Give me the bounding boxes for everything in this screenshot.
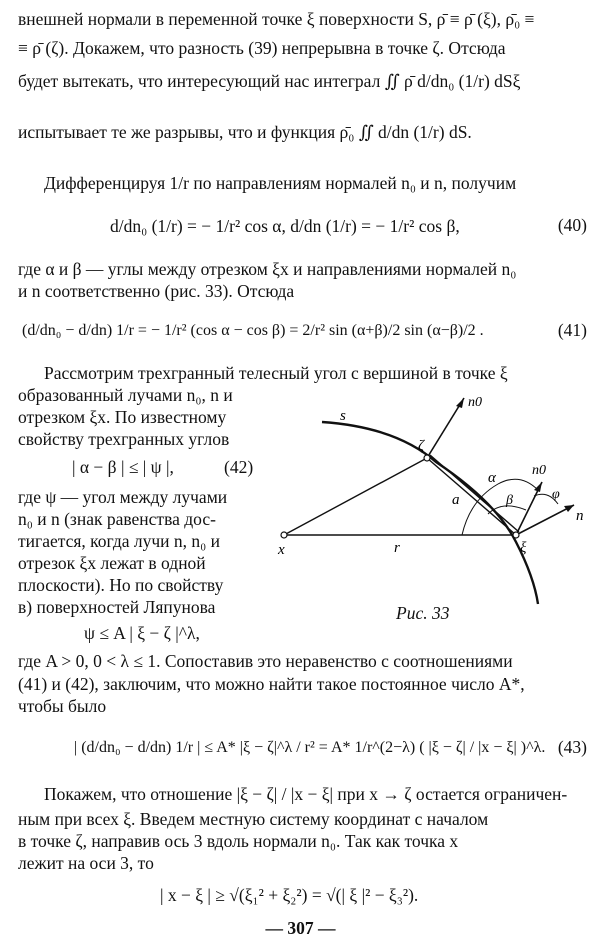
text-line: ≡ ρ̄ (ζ). Докажем, что разность (39) непрерывна в точке ζ. Отсюда: [18, 38, 506, 58]
figure-caption: Рис. 33: [396, 603, 450, 623]
label-psi: φ: [552, 487, 560, 502]
equation-number: (43): [557, 737, 587, 757]
text-line: будет вытекать, что интересующий нас интеграл ∬ ρ̄ d/dn₀ (1/r) dSξ: [18, 71, 521, 91]
text-line: внешней нормали в переменной точке ξ поверхности S, ρ̄ ≡ ρ̄ (ξ), ρ̄₀ ≡: [18, 9, 535, 29]
normal-n0-zeta: [427, 398, 464, 458]
text-line: в точке ζ, направив ось 3 вдоль нормали n₀. Так как точка x: [18, 831, 459, 851]
text-line: тигается, когда лучи n, n₀ и: [18, 531, 220, 551]
text-line: свойству трехгранных углов: [18, 429, 230, 449]
figure-diagram: [276, 392, 588, 622]
label-n0-right: n0: [532, 463, 546, 478]
page-number: — 307 —: [265, 918, 336, 938]
equation-number: (41): [557, 320, 587, 340]
equation-43: | (d/dn₀ − d/dn) 1/r | ≤ A* |ξ − ζ|^λ / r² = A* 1/r^(2−λ) ( |ξ − ζ| / |x − ξ| )^λ.: [74, 739, 546, 756]
equation-40: d/dn₀ (1/r) = − 1/r² cos α, d/dn (1/r) = − 1/r² cos β,: [110, 216, 460, 236]
text-line: и n соответственно (рис. 33). Отсюда: [18, 281, 295, 301]
final-inequality: | x − ξ | ≥ √(ξ₁² + ξ₂²) = √(| ξ |² − ξ₃²).: [160, 885, 419, 905]
figure-33: [276, 392, 588, 622]
label-s: s: [340, 408, 346, 424]
text-line: ным при всех ξ. Введем местную систему координат с началом: [18, 809, 489, 829]
text-line: где ψ — угол между лучами: [18, 487, 228, 507]
point-zeta: [424, 455, 430, 461]
lyapunov-inequality: ψ ≤ A | ξ − ζ |^λ,: [84, 623, 200, 643]
label-x: x: [278, 542, 285, 558]
segment-a: [427, 458, 516, 535]
equation-41: (d/dn₀ − d/dn) 1/r = − 1/r² (cos α − cos β) = 2/r² sin (α+β)/2 sin (α−β)/2 .: [22, 322, 484, 339]
text-line: Покажем, что отношение |ξ − ζ| / |x − ξ| при x → ζ остается ограничен-: [44, 784, 568, 804]
text-line: отрезок ξx лежат в одной: [18, 553, 206, 573]
text-line: в) поверхностей Ляпунова: [18, 597, 216, 617]
label-n: n: [576, 508, 584, 524]
text-line: испытывает те же разрывы, что и функция ρ̄₀ ∬ d/dn (1/r) dS.: [18, 122, 472, 142]
equation-number: (40): [557, 215, 587, 235]
text-line: где A > 0, 0 < λ ≤ 1. Сопоставив это неравенство с соотношениями: [18, 651, 513, 671]
label-zeta: ζ: [418, 438, 425, 454]
segment-x-zeta: [284, 458, 427, 535]
label-r: r: [394, 540, 400, 556]
text-line: где α и β — углы между отрезком ξx и направлениями нормалей n₀: [18, 259, 517, 279]
text-line: n₀ и n (знак равенства дос-: [18, 509, 216, 529]
point-x: [281, 532, 287, 538]
text-line: плоскости). Но по свойству: [18, 575, 224, 595]
label-alpha: α: [488, 470, 496, 486]
surface-curve: [322, 422, 538, 604]
equation-42: | α − β | ≤ | ψ |,: [72, 457, 174, 477]
text-line: образованный лучами n₀, n и: [18, 385, 233, 405]
text-line: Дифференцируя 1/r по направлениям нормалей n₀ и n, получим: [44, 173, 517, 193]
text-line: Рассмотрим трехгранный телесный угол с вершиной в точке ξ: [44, 363, 508, 383]
equation-number: (42): [224, 457, 254, 477]
text-line: чтобы было: [18, 696, 107, 716]
point-xi: [513, 532, 519, 538]
text-line: (41) и (42), заключим, что можно найти такое постоянное число A*,: [18, 674, 525, 694]
label-n0-top: n0: [468, 395, 482, 410]
label-a: a: [452, 492, 460, 508]
text-line: отрезком ξx. По известному: [18, 407, 227, 427]
label-beta: β: [506, 493, 513, 508]
label-xi: ξ: [520, 540, 527, 556]
text-line: лежит на оси 3, то: [18, 853, 154, 873]
